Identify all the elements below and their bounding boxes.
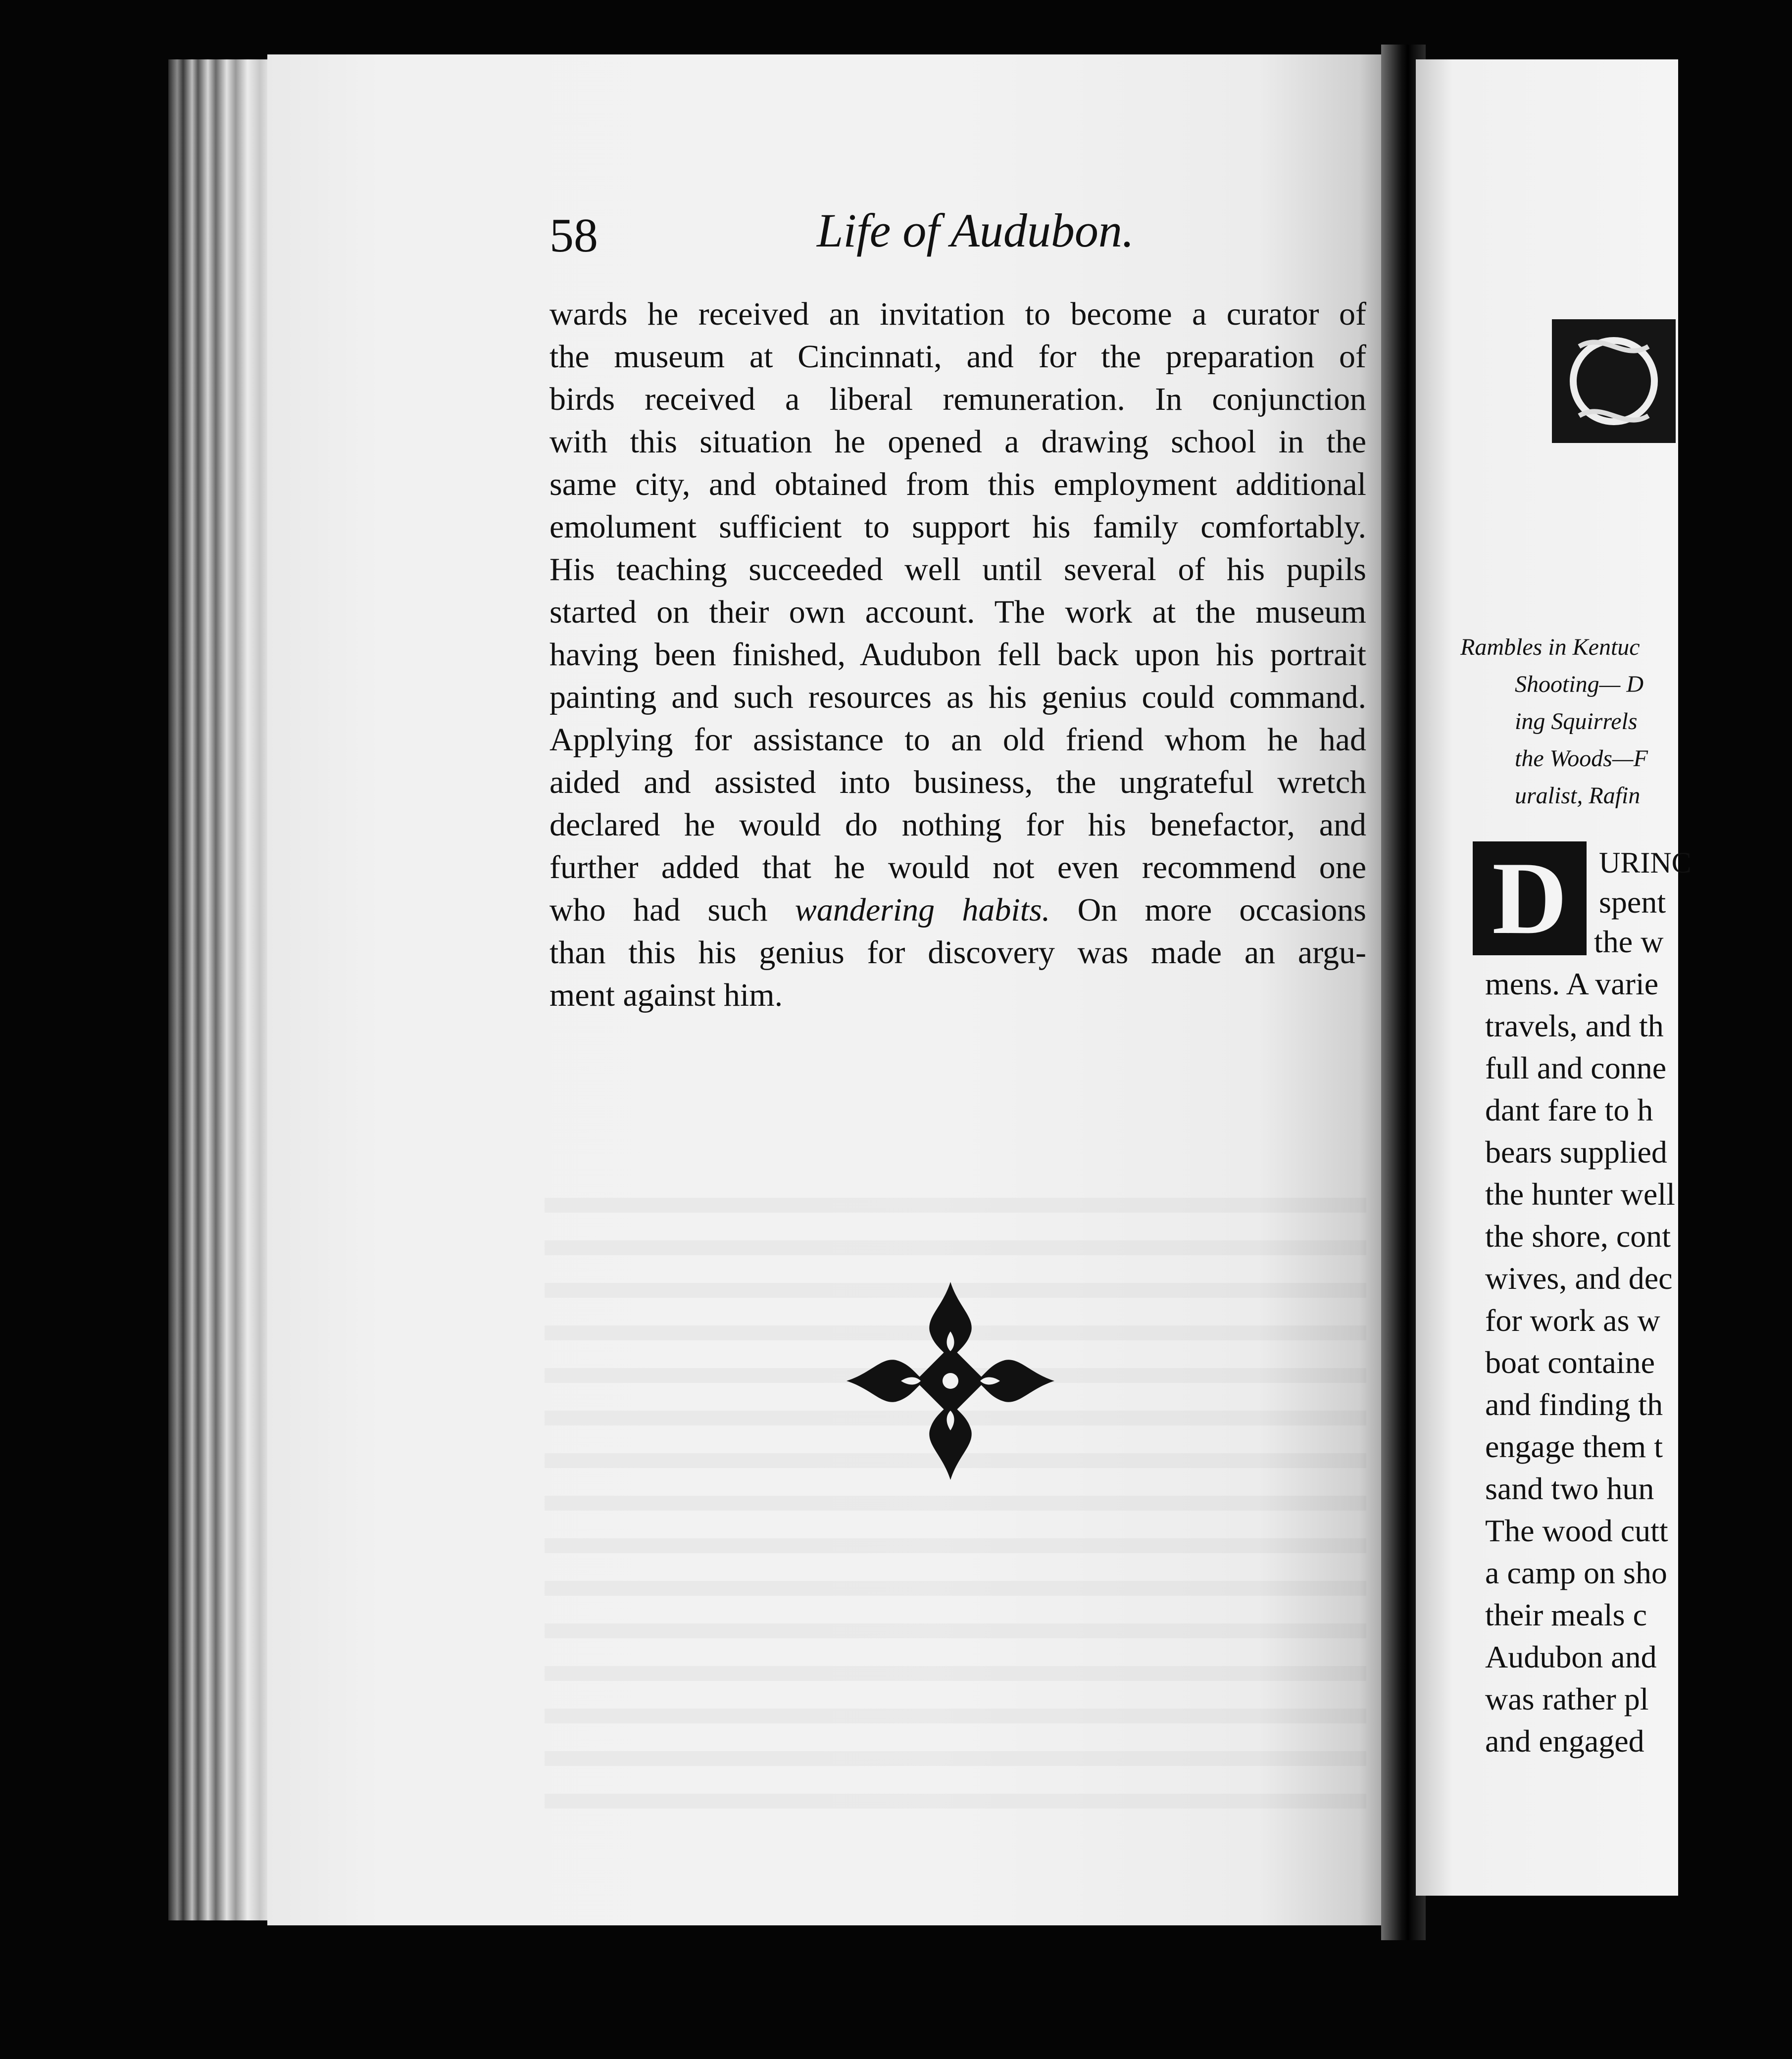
italic-phrase: wandering habits. xyxy=(795,892,1050,928)
chapter-summary-line: the Woods—F xyxy=(1515,745,1648,772)
body-line: the hunter well xyxy=(1485,1177,1675,1212)
body-line: their meals c xyxy=(1485,1597,1647,1632)
decorative-initial xyxy=(1549,317,1678,445)
body-line: the w xyxy=(1594,924,1664,959)
running-head: Life of Audubon. xyxy=(817,204,1134,257)
body-line: engage them t xyxy=(1485,1429,1663,1464)
chapter-summary-line: Shooting— D xyxy=(1515,671,1644,697)
text-run: who had such xyxy=(549,892,795,928)
chapter-summary-line: ing Squirrels xyxy=(1515,708,1638,735)
fleuron-ornament xyxy=(842,1277,1059,1485)
body-line: travels, and th xyxy=(1485,1008,1664,1043)
body-line: same city, and obtained from this employment additional xyxy=(549,466,1366,502)
body-line: dant fare to h xyxy=(1485,1092,1653,1128)
stacked-page-edges xyxy=(168,59,272,1920)
text-run: On more occasions xyxy=(1050,892,1366,928)
page-number: 58 xyxy=(549,209,598,262)
body-line: and engaged xyxy=(1485,1723,1644,1759)
body-line: The wood cutt xyxy=(1485,1513,1668,1548)
body-line: a camp on sho xyxy=(1485,1555,1667,1590)
body-line: wards he received an invitation to become a curator of xyxy=(549,296,1366,332)
body-line: His teaching succeeded well until several of his pupils xyxy=(549,551,1366,588)
chapter-summary-line: Rambles in Kentuc xyxy=(1460,634,1640,660)
body-line: the museum at Cincinnati, and for the preparation of xyxy=(549,339,1366,375)
drop-cap-continuation: URINC xyxy=(1599,846,1692,879)
body-line: bears supplied xyxy=(1485,1134,1667,1170)
body-line: ment against him. xyxy=(549,977,783,1013)
body-line: wives, and dec xyxy=(1485,1261,1673,1296)
body-line: and finding th xyxy=(1485,1387,1663,1422)
body-line: sand two hun xyxy=(1485,1471,1654,1506)
body-line: started on their own account. The work at the museum xyxy=(549,594,1366,630)
body-line: boat containe xyxy=(1485,1345,1655,1380)
body-line: than this his genius for discovery was made an argu- xyxy=(549,934,1366,971)
body-line: mens. A varie xyxy=(1485,966,1659,1001)
body-line: spent xyxy=(1599,884,1666,920)
body-line: further added that he would not even recommend one xyxy=(549,849,1366,885)
body-line: the shore, cont xyxy=(1485,1219,1671,1254)
body-line: Audubon and xyxy=(1485,1639,1657,1674)
body-line-with-italic xyxy=(549,888,1366,932)
body-line: declared he would do nothing for his benefactor, and xyxy=(549,807,1366,843)
body-line: having been finished, Audubon fell back upon his portrait xyxy=(549,637,1366,673)
drop-cap: D xyxy=(1473,841,1587,955)
body-line: full and conne xyxy=(1485,1050,1667,1085)
chapter-summary-line: uralist, Rafin xyxy=(1515,783,1641,809)
body-line: birds received a liberal remuneration. In conjunction xyxy=(549,381,1366,417)
body-line: for work as w xyxy=(1485,1303,1660,1338)
body-line: with this situation he opened a drawing school in the xyxy=(549,424,1366,460)
body-line: aided and assisted into business, the ungrateful wretch xyxy=(549,764,1366,800)
body-line: Applying for assistance to an old friend whom he had xyxy=(549,722,1366,758)
body-line: was rather pl xyxy=(1485,1681,1649,1716)
body-line: emolument sufficient to support his family comfortably. xyxy=(549,509,1366,545)
body-line: painting and such resources as his genius could command. xyxy=(549,679,1366,715)
